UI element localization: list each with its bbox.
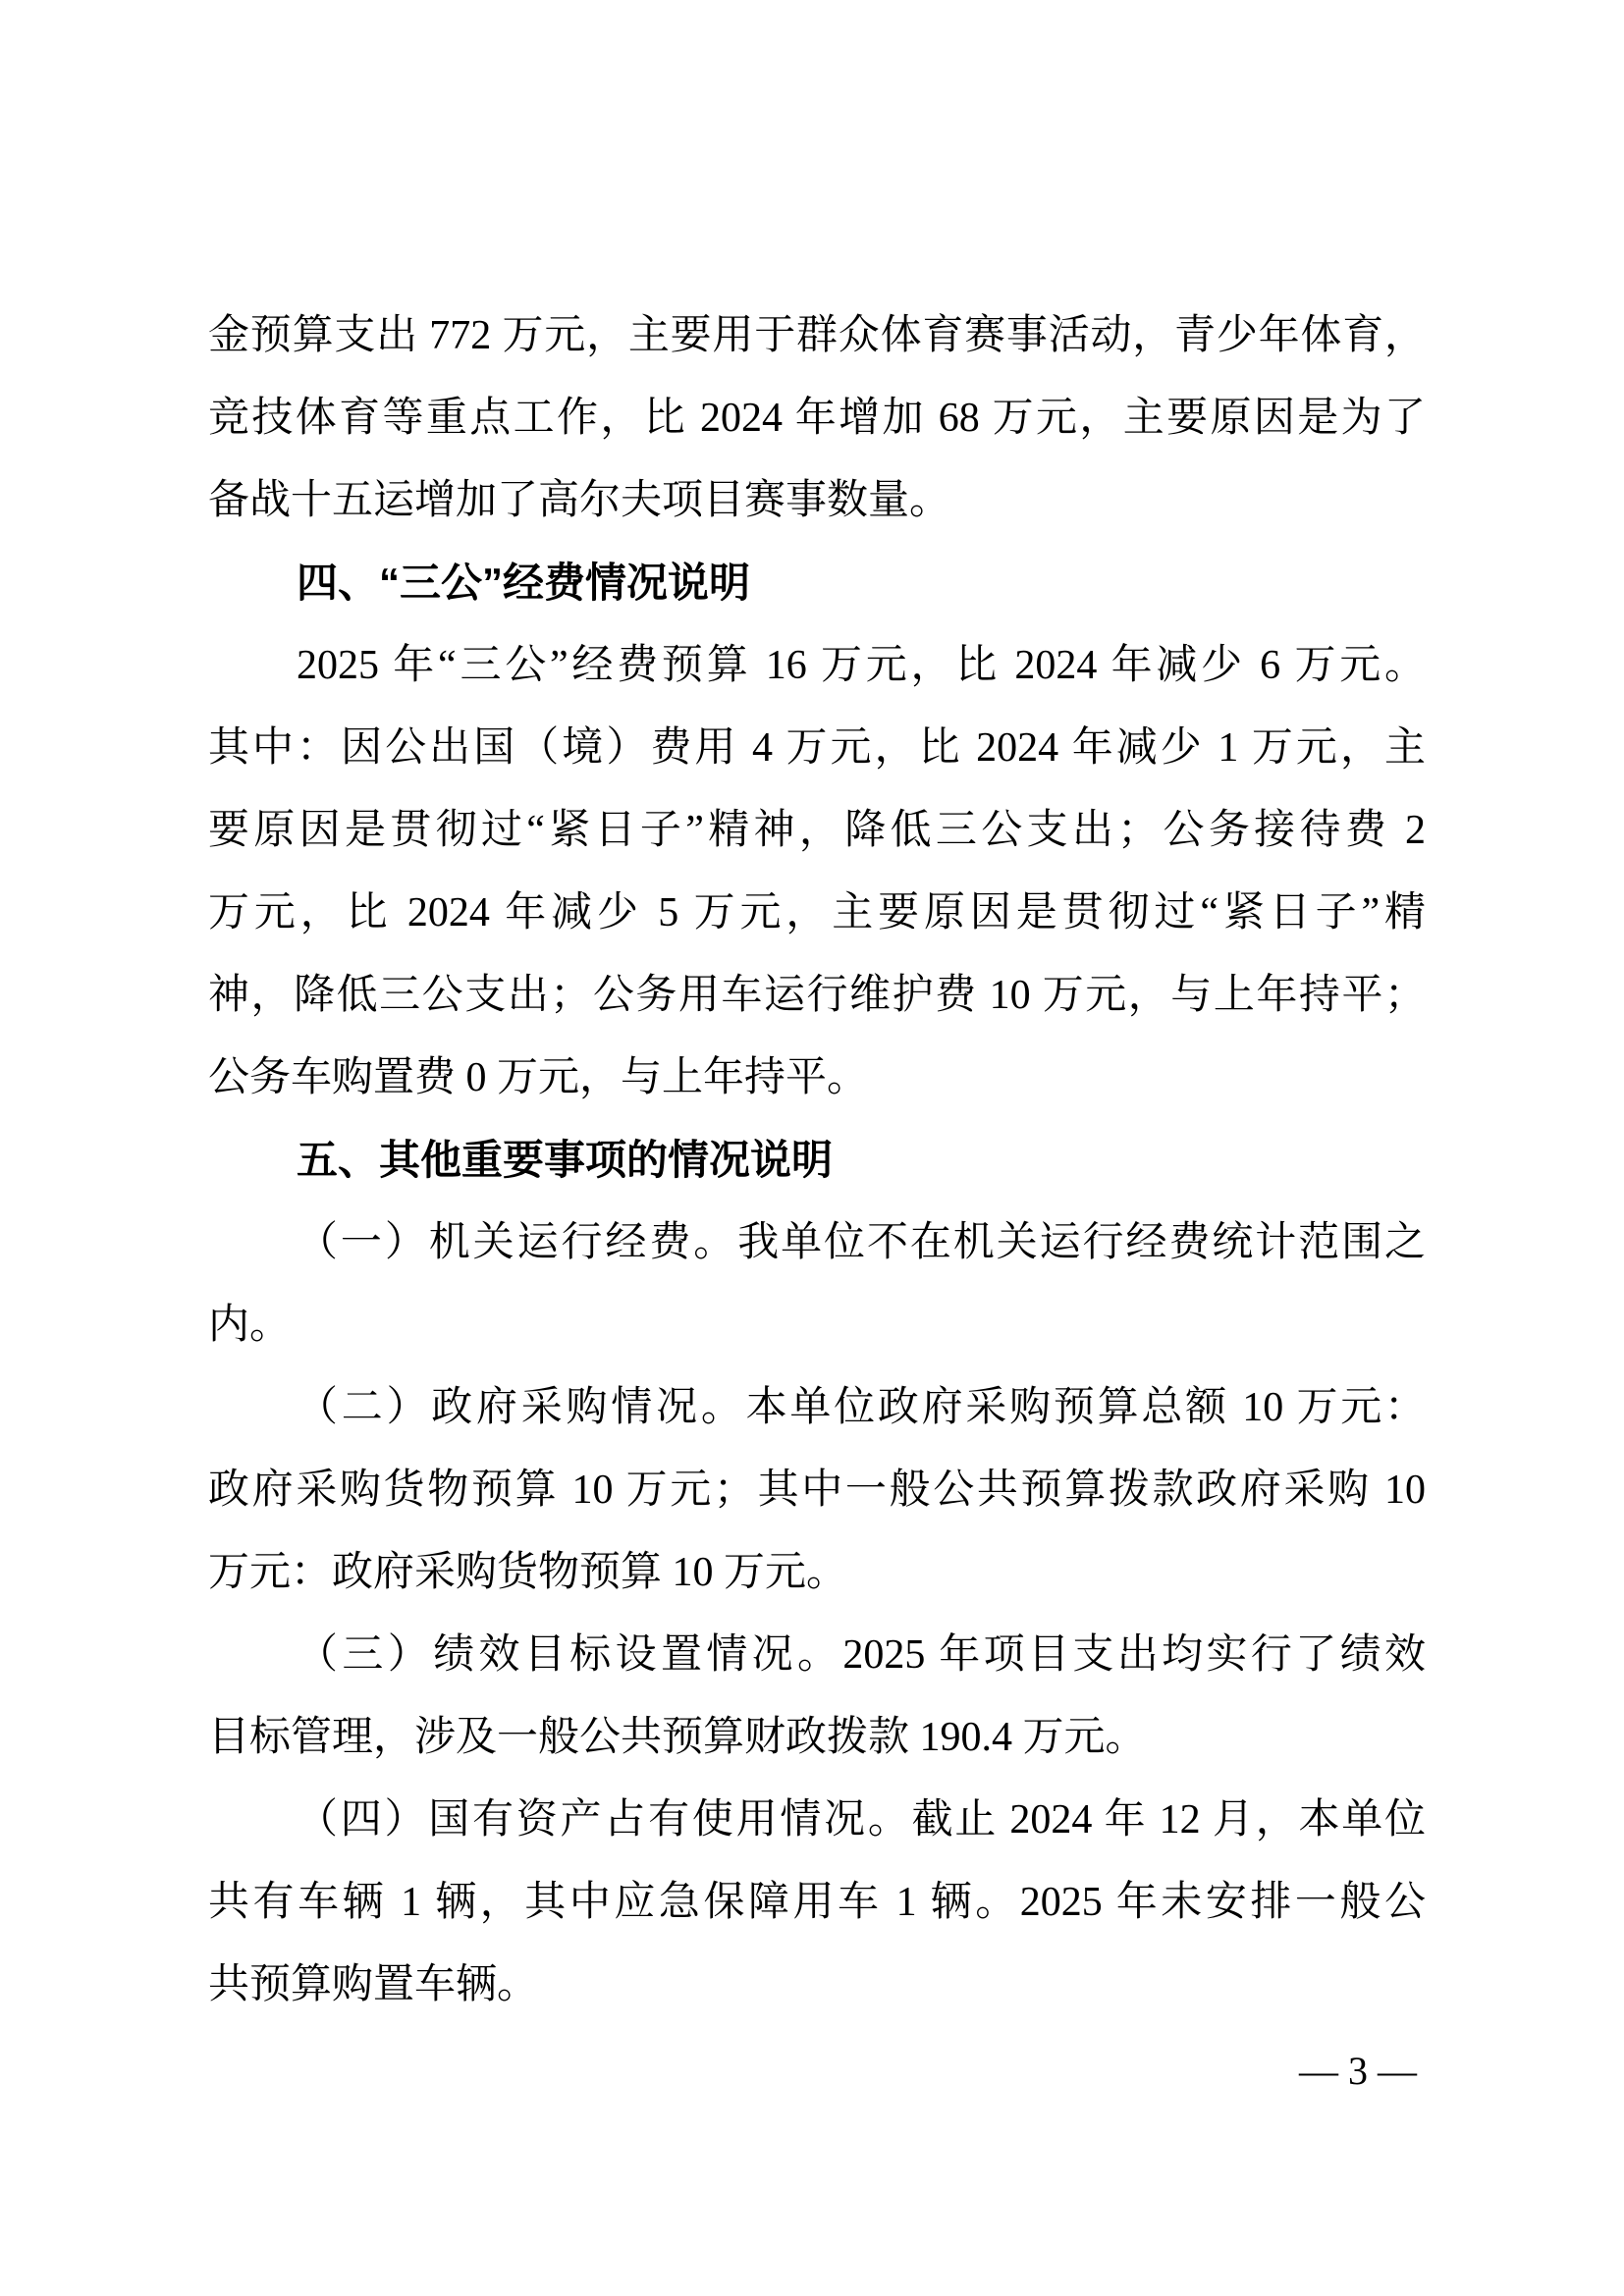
text-line (208, 1614, 1426, 1696)
text-line: 共有车辆 1 辆，其中应急保障用车 1 辆。2025 年未安排一般公 (208, 1880, 1426, 1925)
text-line: 万元：政府采购货物预算 10 万元。 (208, 1550, 848, 1595)
clause-lead: （二）政府采购情况。 (297, 1385, 746, 1430)
text-line: 万元，比 2024 年减少 5 万元，主要原因是贯彻过“紧日子”精 (208, 890, 1426, 935)
text-line: 金预算支出 772 万元，主要用于群众体育赛事活动，青少年体育， (208, 313, 1426, 358)
text-line: 其中：因公出国（境）费用 4 万元，比 2024 年减少 1 万元，主 (208, 725, 1426, 771)
text-line: 公务车购置费 0 万元，与上年持平。 (208, 1055, 869, 1100)
text-line: 要原因是贯彻过“紧日子”精神，降低三公支出；公务接待费 2 (208, 808, 1426, 853)
text-line: 2025 年“三公”经费预算 16 万元，比 2024 年减少 6 万元。 (297, 643, 1426, 688)
clause-lead: （三）绩效目标设置情况。 (297, 1632, 843, 1678)
section-heading: 四、“三公”经费情况说明 (297, 560, 751, 606)
text-line: 目标管理，涉及一般公共预算财政拨款 190.4 万元。 (208, 1715, 1147, 1760)
clause-text: 我单位不在机关运行经费统计范围之 (737, 1220, 1426, 1265)
clause-text: 2025 年项目支出均实行了绩效 (842, 1632, 1426, 1678)
text-line: 竞技体育等重点工作，比 2024 年增加 68 万元，主要原因是为了 (208, 396, 1426, 441)
text-line: 神，降低三公支出；公务用车运行维护费 10 万元，与上年持平； (208, 973, 1426, 1018)
document-body (208, 294, 1426, 2026)
text-line (208, 1201, 1426, 1284)
clause-lead: （四）国有资产占有使用情况。 (297, 1797, 912, 1842)
section-heading: 五、其他重要事项的情况说明 (297, 1137, 834, 1183)
text-line: 备战十五运增加了高尔夫项目赛事数量。 (208, 478, 951, 523)
text-line: 共预算购置车辆。 (208, 1962, 539, 2007)
page-number: — 3 — (1299, 2049, 1417, 2093)
text-line (208, 1779, 1426, 1861)
clause-text: 本单位政府采购预算总额 10 万元： (745, 1385, 1426, 1430)
text-line: 内。 (208, 1303, 292, 1348)
clause-text: 截止 2024 年 12 月，本单位 (911, 1797, 1426, 1842)
text-line (208, 1366, 1426, 1449)
clause-lead: （一）机关运行经费。 (297, 1220, 738, 1265)
text-line: 政府采购货物预算 10 万元；其中一般公共预算拨款政府采购 10 (208, 1468, 1426, 1513)
